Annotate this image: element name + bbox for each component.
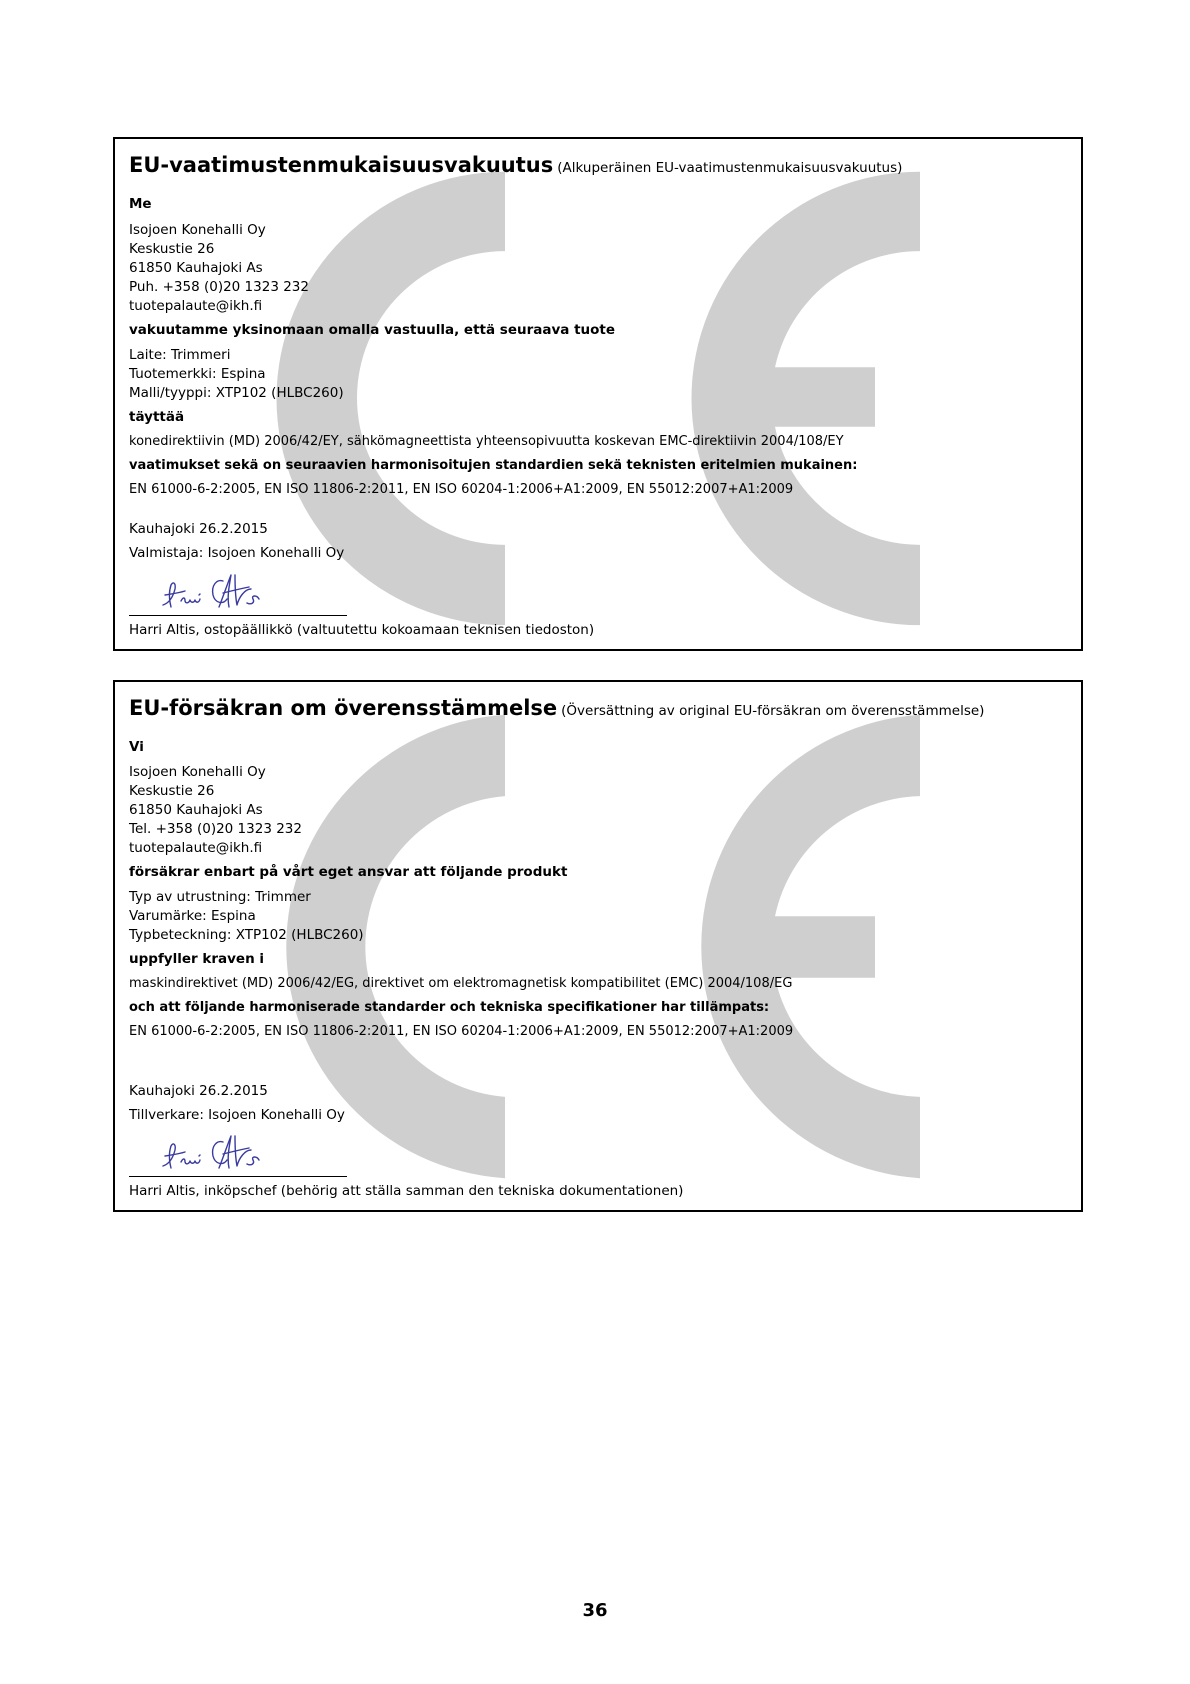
fulfils-label: täyttää (129, 409, 185, 425)
declaration-sv (113, 680, 1083, 1212)
address-line: Tel. +358 (0)20 1323 232 (129, 821, 302, 837)
directives: maskindirektivet (MD) 2006/42/EG, direktivet om elektromagnetisk kompatibilitet (EMC) 2004/108/EG (129, 976, 793, 991)
declaration-title: EU-vaatimustenmukaisuusvakuutus (Alkuperäinen EU-vaatimustenmukaisuusvakuutus) (129, 153, 903, 177)
declaration-subtitle: (Översättning av original EU-försäkran om överensstämmelse) (561, 703, 985, 719)
standards-statement: och att följande harmoniserade standarder och tekniska specifikationer har tillämpats: (129, 1000, 770, 1015)
product-line: Varumärke: Espina (129, 908, 256, 924)
standards: EN 61000-6-2:2005, EN ISO 11806-2:2011, EN ISO 60204-1:2006+A1:2009, EN 55012:2007+A1:2009 (129, 1024, 794, 1039)
handwritten-signature-icon (159, 1128, 279, 1178)
manufacturer: Tillverkare: Isojoen Konehalli Oy (129, 1107, 345, 1123)
signature-line (129, 1176, 347, 1177)
directives: konedirektiivin (MD) 2006/42/EY, sähkömagneettista yhteensopivuutta koskevan EMC-direktiivin 2004/108/EY (129, 434, 844, 449)
product-line: Typbeteckning: XTP102 (HLBC260) (129, 927, 364, 943)
address-line: Isojoen Konehalli Oy (129, 764, 266, 780)
signatory: Harri Altis, inköpschef (behörig att ställa samman den tekniska dokumentationen) (129, 1183, 684, 1199)
place-date: Kauhajoki 26.2.2015 (129, 521, 268, 537)
product-line: Malli/tyyppi: XTP102 (HLBC260) (129, 385, 344, 401)
address-line: 61850 Kauhajoki As (129, 802, 263, 818)
address-line: Isojoen Konehalli Oy (129, 222, 266, 238)
address-line: 61850 Kauhajoki As (129, 260, 263, 276)
address-line: Keskustie 26 (129, 241, 215, 257)
place-date: Kauhajoki 26.2.2015 (129, 1083, 268, 1099)
address-line: Puh. +358 (0)20 1323 232 (129, 279, 309, 295)
standards: EN 61000-6-2:2005, EN ISO 11806-2:2011, EN ISO 60204-1:2006+A1:2009, EN 55012:2007+A1:2009 (129, 482, 794, 497)
statement: vakuutamme yksinomaan omalla vastuulla, että seuraava tuote (129, 322, 616, 338)
handwritten-signature-icon (159, 567, 279, 617)
declaration-fi (113, 137, 1083, 651)
declaration-subtitle: (Alkuperäinen EU-vaatimustenmukaisuusvakuutus) (557, 160, 903, 176)
product-line: Tuotemerkki: Espina (129, 366, 266, 382)
product-line: Laite: Trimmeri (129, 347, 231, 363)
email-line: tuotepalaute@ikh.fi (129, 840, 263, 856)
signature-line (129, 615, 347, 616)
we-label: Vi (129, 739, 144, 755)
page-number: 36 (582, 1600, 608, 1621)
manufacturer: Valmistaja: Isojoen Konehalli Oy (129, 545, 345, 561)
signatory: Harri Altis, ostopäällikkö (valtuutettu kokoamaan teknisen tiedoston) (129, 622, 595, 638)
email-line: tuotepalaute@ikh.fi (129, 298, 263, 314)
product-line: Typ av utrustning: Trimmer (129, 889, 311, 905)
we-label: Me (129, 196, 152, 212)
address-line: Keskustie 26 (129, 783, 215, 799)
declaration-title: EU-försäkran om överensstämmelse (Översättning av original EU-försäkran om överensstämmelse) (129, 696, 985, 720)
statement: försäkrar enbart på vårt eget ansvar att följande produkt (129, 864, 568, 880)
standards-statement: vaatimukset sekä on seuraavien harmonisoitujen standardien sekä teknisten eritelmien mukainen: (129, 458, 858, 473)
fulfils-label: uppfyller kraven i (129, 951, 265, 967)
